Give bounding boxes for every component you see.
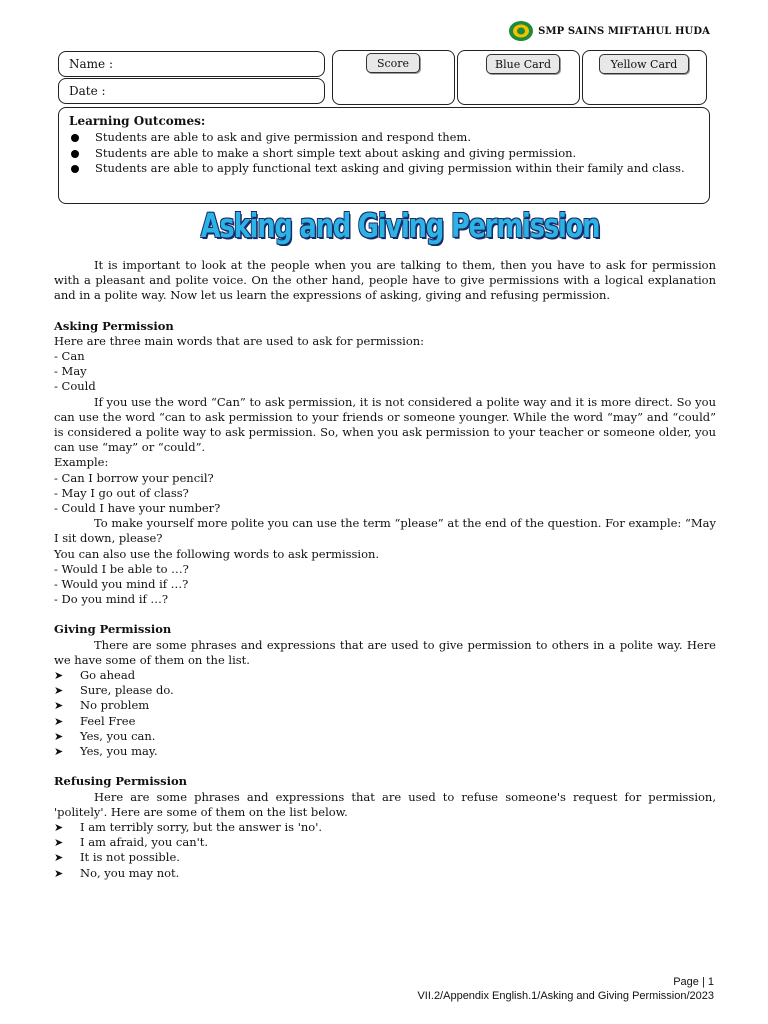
list-item: ➤ I am terribly sorry, but the answer is 'no'. bbox=[54, 819, 323, 834]
list-item: - Could bbox=[54, 379, 96, 394]
bullet-dot-icon bbox=[71, 165, 79, 173]
asking-lead: Here are three main words that are used to ask for permission: bbox=[54, 333, 425, 348]
list-item: ➤ Yes, you can. bbox=[54, 728, 156, 743]
document-reference: VII.2/Appendix English.1/Asking and Giving Permission/2023 bbox=[417, 990, 714, 1002]
list-item: ➤ Sure, please do. bbox=[54, 683, 174, 698]
arrow-bullet-icon: ➤ bbox=[54, 714, 64, 728]
arrow-bullet-icon: ➤ bbox=[54, 851, 64, 865]
main-content bbox=[54, 258, 716, 881]
asking-paragraph-1: If you use the word “Can” to ask permission, it is not considered a polite way and it is more direct. So you can use the word “can to ask permission to your friends or someone younger. While the word “may” and “could” is considered a polite way to ask permission. So, when you ask permission to your teacher or someone older, you can use “may” or “could”. bbox=[54, 394, 716, 455]
name-label: Name : bbox=[69, 57, 113, 71]
list-item: - Would I be able to …? bbox=[54, 561, 189, 576]
learning-outcomes-list bbox=[69, 130, 699, 177]
page-number: Page | 1 bbox=[673, 976, 714, 988]
list-item: - Could I have your number? bbox=[54, 501, 221, 516]
example-label: Example: bbox=[54, 455, 109, 470]
page-title: Asking and Giving Permission bbox=[200, 206, 600, 245]
list-item: - May I go out of class? bbox=[54, 485, 189, 500]
list-item: Students are able to apply functional text asking and giving permission within their family and class. bbox=[69, 161, 699, 177]
giving-list bbox=[54, 668, 716, 759]
blue-card-box bbox=[457, 50, 580, 105]
list-item: ➤ No, you may not. bbox=[54, 865, 180, 880]
school-name: SMP SAINS MIFTAHUL HUDA bbox=[538, 25, 710, 37]
arrow-bullet-icon: ➤ bbox=[54, 866, 64, 880]
giving-lead: There are some phrases and expressions that are used to give permission to others in a polite way. Here we have some of them on the list. bbox=[54, 637, 716, 667]
learning-outcomes-box bbox=[58, 107, 710, 204]
arrow-bullet-icon: ➤ bbox=[54, 729, 64, 743]
arrow-bullet-icon: ➤ bbox=[54, 745, 64, 759]
list-item: ➤ Feel Free bbox=[54, 713, 136, 728]
list-item: - May bbox=[54, 364, 87, 379]
blue-card-label: Blue Card bbox=[486, 54, 560, 74]
list-item: ➤ It is not possible. bbox=[54, 850, 180, 865]
refusing-list bbox=[54, 820, 716, 881]
date-field[interactable] bbox=[58, 78, 325, 104]
score-box bbox=[332, 50, 455, 105]
page-footer bbox=[417, 975, 714, 1003]
arrow-bullet-icon: ➤ bbox=[54, 684, 64, 698]
intro-paragraph: It is important to look at the people when you are talking to them, then you have to ask for permission with a pleasant and polite voice. On the other hand, people have to give permissions with a logical explanation and in a polite way. Now let us learn the expressions of asking, giving and refusing permission. bbox=[54, 258, 716, 303]
refusing-lead: Here are some phrases and expressions that are used to refuse someone's request for permission, 'politely'. Here are some of them on the list below. bbox=[54, 789, 716, 819]
asking-heading: Asking Permission bbox=[54, 318, 174, 333]
list-item: - Can bbox=[54, 349, 85, 364]
bullet-dot-icon bbox=[71, 134, 79, 142]
list-item: Students are able to ask and give permission and respond them. bbox=[69, 130, 699, 146]
yellow-card-box bbox=[582, 50, 707, 105]
list-item: - Would you mind if …? bbox=[54, 577, 189, 592]
giving-heading: Giving Permission bbox=[54, 622, 172, 637]
asking-paragraph-3: You can also use the following words to ask permission. bbox=[54, 546, 380, 561]
refusing-heading: Refusing Permission bbox=[54, 774, 188, 789]
bullet-dot-icon bbox=[71, 150, 79, 158]
list-item: - Can I borrow your pencil? bbox=[54, 470, 214, 485]
arrow-bullet-icon: ➤ bbox=[54, 820, 64, 834]
date-label: Date : bbox=[69, 84, 106, 98]
list-item: - Do you mind if …? bbox=[54, 592, 169, 607]
list-item: Students are able to make a short simple text about asking and giving permission. bbox=[69, 146, 699, 162]
arrow-bullet-icon: ➤ bbox=[54, 699, 64, 713]
list-item: ➤ I am afraid, you can't. bbox=[54, 835, 209, 850]
yellow-card-label: Yellow Card bbox=[599, 54, 689, 74]
list-item: ➤ Go ahead bbox=[54, 668, 136, 683]
list-item: ➤ No problem bbox=[54, 698, 150, 713]
list-item: ➤ Yes, you may. bbox=[54, 744, 158, 759]
school-header bbox=[508, 20, 710, 42]
arrow-bullet-icon: ➤ bbox=[54, 836, 64, 850]
arrow-bullet-icon: ➤ bbox=[54, 669, 64, 683]
score-label: Score bbox=[366, 53, 420, 73]
asking-paragraph-2: To make yourself more polite you can use the term “please” at the end of the question. For example: “May I sit down, please? bbox=[54, 516, 716, 546]
name-field[interactable] bbox=[58, 51, 325, 77]
learning-outcomes-title: Learning Outcomes: bbox=[69, 114, 206, 128]
school-logo-icon bbox=[508, 20, 534, 42]
